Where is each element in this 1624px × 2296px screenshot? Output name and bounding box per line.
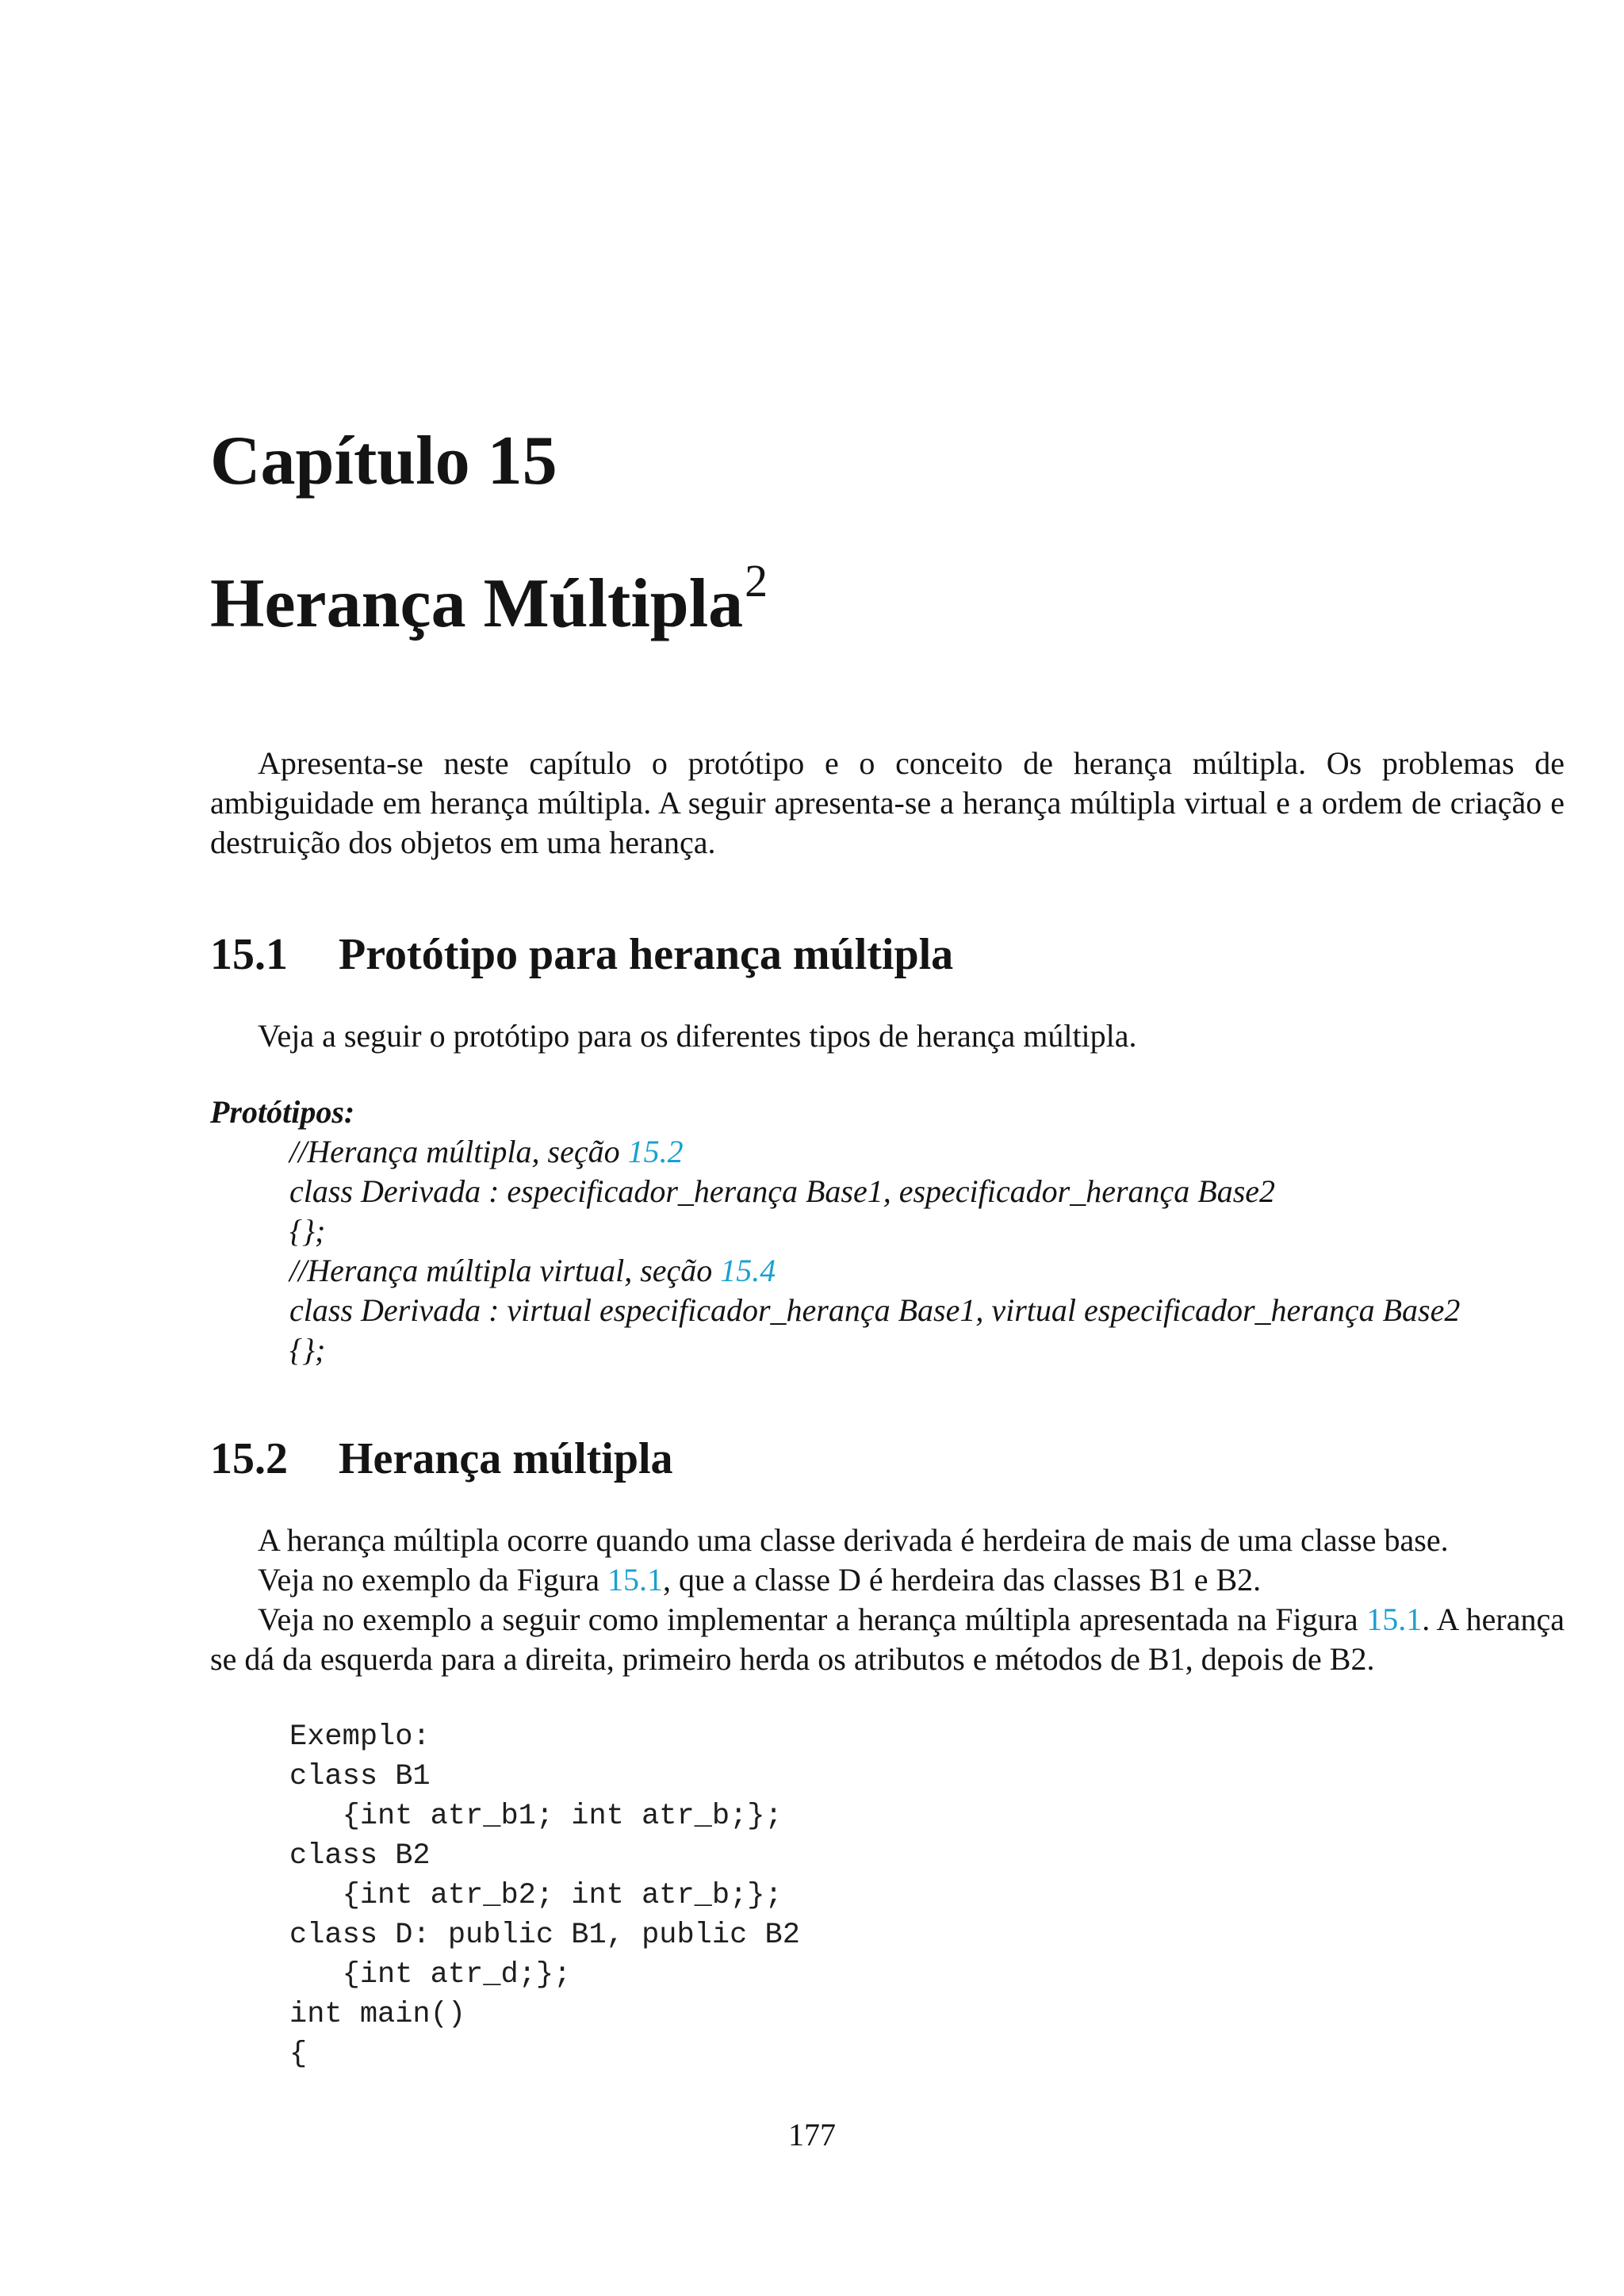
code-line: int main() <box>289 1998 466 2031</box>
section-title: Protótipo para herança múltipla <box>339 930 954 979</box>
section-link[interactable]: 15.2 <box>627 1134 684 1169</box>
chapter-title-text: Herança Múltipla <box>210 565 744 642</box>
code-example <box>289 1717 800 2074</box>
code-line: {int atr_b1; int atr_b;}; <box>289 1800 783 1833</box>
prototypes-label: Protótipos: <box>210 1094 355 1130</box>
footnote-marker[interactable]: 2 <box>745 555 768 607</box>
prototype-line: class Derivada : especificador_herança Base1, especificador_herança Base2 <box>289 1173 1276 1209</box>
paragraph-text: . A herança se dá da esquerda para a direita, primeiro herda os atributos e métodos de B1, depois de B2. <box>210 1601 1565 1677</box>
intro-paragraph: Apresenta-se neste capítulo o protótipo e o conceito de herança múltipla. Os problemas de ambiguidade em herança múltipla. A seguir apresenta-se a herança múltipla virtual e a ordem de criação e destruição dos objetos em uma herança. <box>210 745 1565 860</box>
section2-paragraph-2 <box>258 1560 1261 1600</box>
chapter-label: Capítulo 15 <box>210 423 557 499</box>
prototype-line: {}; <box>289 1332 326 1368</box>
section-number: 15.1 <box>210 930 288 979</box>
paragraph-text: , que a classe D é herdeira das classes B1 e B2. <box>663 1562 1262 1598</box>
code-line: Exemplo: <box>289 1720 431 1754</box>
code-line: class B2 <box>289 1839 431 1873</box>
code-line: class D: public B1, public B2 <box>289 1919 800 1952</box>
prototype-line <box>289 1132 684 1172</box>
prototype-line: class Derivada : virtual especificador_herança Base1, virtual especificador_herança Base2 <box>289 1292 1461 1328</box>
section-heading-15-2 <box>210 1434 673 1483</box>
section-heading-15-1 <box>210 932 953 977</box>
prototype-line-text: //Herança múltipla virtual, seção <box>289 1253 721 1288</box>
prototype-line-text: //Herança múltipla, seção <box>289 1134 628 1169</box>
prototype-line: {}; <box>289 1213 326 1249</box>
chapter-title <box>210 555 768 642</box>
section-number: 15.2 <box>210 1434 288 1483</box>
section2-paragraph-1: A herança múltipla ocorre quando uma classe derivada é herdeira de mais de uma classe base. <box>258 1522 1449 1558</box>
code-line: class B1 <box>289 1760 431 1793</box>
prototype-line <box>289 1251 776 1291</box>
figure-link[interactable]: 15.1 <box>1366 1601 1423 1637</box>
code-line: { <box>289 2038 308 2071</box>
paragraph-text: Veja no exemplo da Figura <box>258 1562 607 1598</box>
section-title: Herança múltipla <box>339 1434 673 1483</box>
section2-paragraph-3 <box>210 1600 1565 1679</box>
code-line: {int atr_d;}; <box>289 1958 572 1992</box>
figure-link[interactable]: 15.1 <box>607 1562 663 1598</box>
section1-paragraph: Veja a seguir o protótipo para os diferentes tipos de herança múltipla. <box>258 1018 1137 1054</box>
code-line: {int atr_b2; int atr_b;}; <box>289 1879 783 1912</box>
paragraph-text: Veja no exemplo a seguir como implementar a herança múltipla apresentada na Figura <box>258 1601 1367 1637</box>
section-link[interactable]: 15.4 <box>720 1253 776 1288</box>
page-number: 177 <box>788 2117 836 2152</box>
